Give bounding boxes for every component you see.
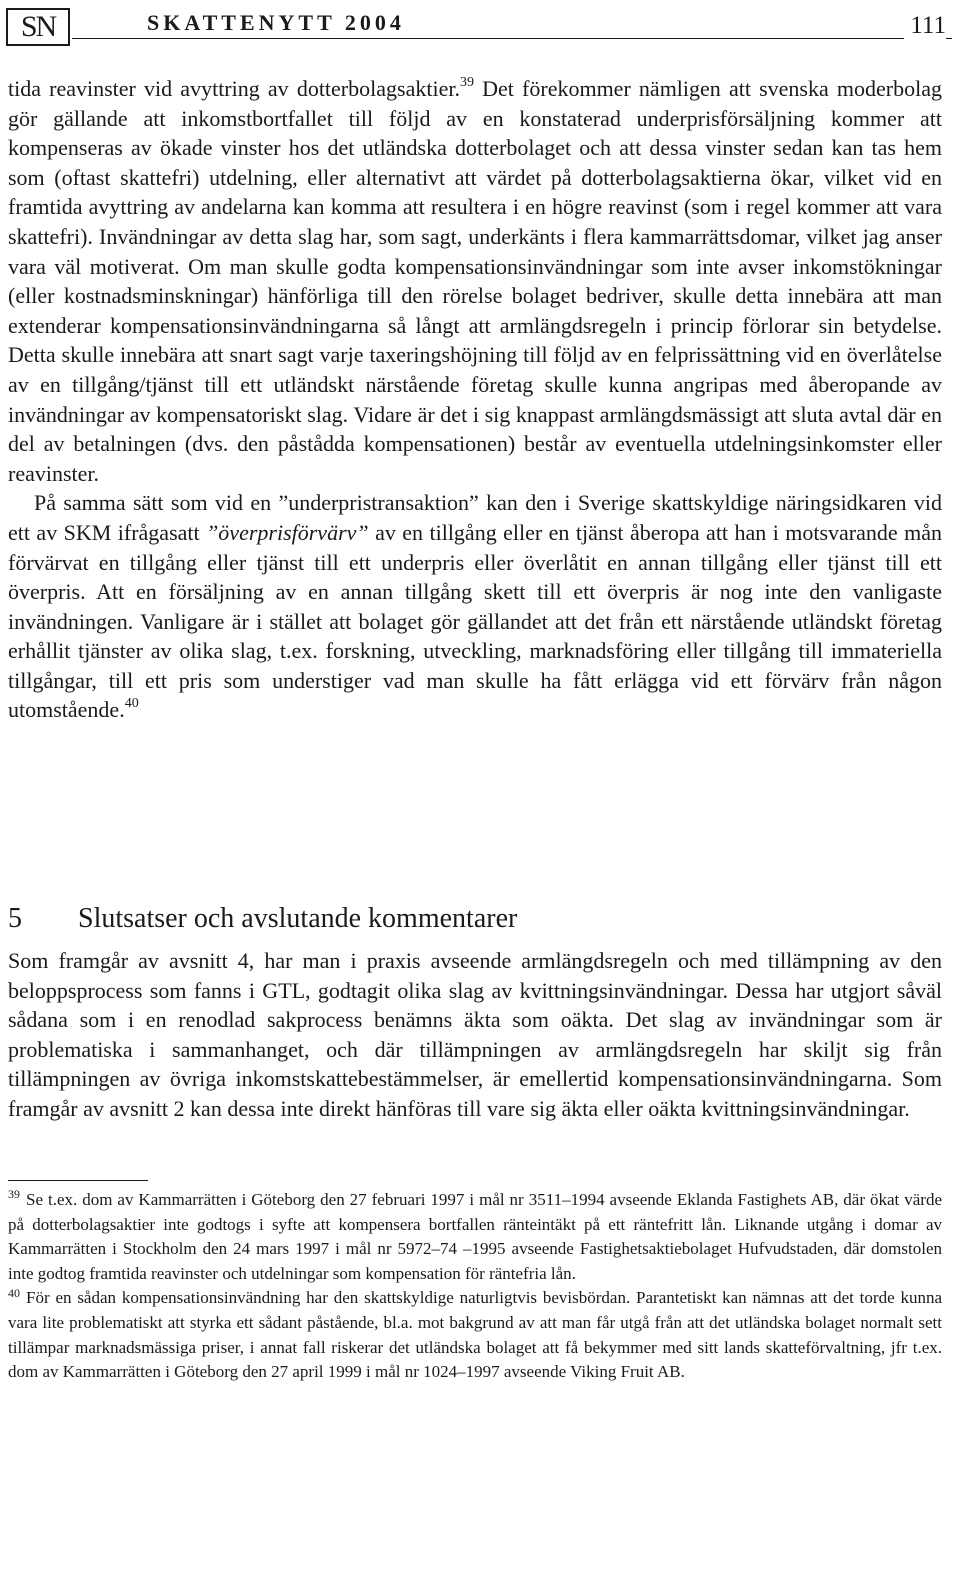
section-title: Slutsatser och avslutande kommentarer <box>78 903 518 934</box>
footnote-number: 40 <box>8 1285 20 1300</box>
page-number: 111 <box>904 12 946 40</box>
section-heading <box>8 903 517 935</box>
footnotes <box>8 1188 942 1385</box>
section-paragraph: Som framgår av avsnitt 4, har man i praxis avseende armlängdsregeln och med tillämpning av den beloppsprocess som fanns i GTL, godtagit olika slag av kvittningsinvändningar. Dessa har utgjort såväl sådana som i en renodlad sakprocess benämns äkta som oäkta. Det slag av invändningar som är problematiska i sammanhanget, och där tillämpningen av armlängdsregeln har skiljt sig från tillämpningen av övriga inkomstskattebestämmelser, är emellertid kompensationsinvändningarna. Som framgår av avsnitt 2 kan dessa inte direkt hänföras till vare sig äkta eller oäkta kvittningsinvändningar. <box>8 948 942 1121</box>
journal-title: SKATTENYTT 2004 <box>141 10 411 36</box>
header-rule <box>72 38 952 39</box>
footnote-ref-39[interactable]: 39 <box>459 74 474 90</box>
footnote-divider <box>8 1180 148 1181</box>
main-text <box>8 74 942 725</box>
section-text <box>8 946 942 1124</box>
footnote-number: 39 <box>8 1187 20 1202</box>
section-number: 5 <box>8 903 22 934</box>
footnote-ref-40[interactable]: 40 <box>124 696 139 712</box>
page-header <box>6 8 952 48</box>
emphasis-term: ”överprisförvärv” <box>206 519 369 545</box>
paragraph-1: tida reavinster vid avyttring av dotterbolagsaktier.$^{39}$ Det förekommer nämligen att svenska moderbolag gör gällande att inkomstbortfallet till följd av en konstaterad underprisförsäljning kommer att kompenseras av ökade vinster hos det utländska dotterbolaget och att dessa vinster sedan kan tas hem som (oftast skattefri) utdelning, eller alternativt att värdet på dotterbolagsaktierna ökar, vilket vid en framtida avyttring av andelarna kan komma att resultera i en högre reavinst (som i regel kommer att vara skattefri). Invändningar av detta slag har, som sagt, underkänts i flera kammarrättsdomar, vilket jag anser vara väl motiverat. Om man skulle godta kompensationsinvändningar som inte avser inkomstökningar (eller kostnadsminskningar) hänförliga till den rörelse bolaget bedriver, skulle detta innebära att man extenderar kompensationsinvändningarna så långt att armlängdsregeln i princip förlorar sin betydelse. Detta skulle innebära att snart sagt varje taxeringshöjning till följd av en felprissättning vid en överlåtelse av en tillgång/tjänst till ett utländskt närstående företag skulle kunna angripas med åberopande av invändningar av kompensatoriskt slag. Vidare är det i sig knappast armlängdsmässigt att sluta avtal där en del av betalningen (dvs. den påstådda kompensationen) består av eventuella utdelningsinkomster eller reavinster. <box>8 74 942 486</box>
journal-logo: SN <box>6 8 70 46</box>
footnote-40: $^{40}$ För en sådan kompensationsinvändning har den skattskyldige naturligtvis bevisbördan. Parantetiskt kan nämnas att det torde kunna vara lite problematiskt att styrka ett sådant påstående, bl.a. mot bakgrund av att man får utgå från att det utländska bolaget normalt sett tillämpar marknadsmässiga priser, i annat fall riskerar det utländska bolaget att få bekymmer med sitt lands skatteförvaltning, jfr t.ex. dom av Kammarrätten i Göteborg den 27 april 1999 i mål nr 1024–1997 avseende Viking Fruit AB. <box>8 1285 942 1382</box>
paragraph-2: På samma sätt som vid en ”underpristransaktion” kan den i Sverige skattskyldige näringsidkaren vid ett av SKM ifrågasatt ”överprisförvärv” av en tillgång eller en tjänst åberopa att han i motsvarande mån förvärvat en tillgång eller tjänst till ett underpris eller överlåtit en annan tillgång eller tjänst till ett överpris. Att en försäljning av en annan tillgång skett till ett överpris är nog inte den vanligaste invändningen. Vanligare är i stället att bolaget gör gällandet att det från ett närstående utländskt företag erhållit tjänster av olika slag, t.ex. forskning, utveckling, marknadsföring eller tillgång till immateriella tillgångar, till ett pris som understiger vad man skulle ha fått erlägga vid ett förvärv från någon utomstående.$^{40}$ <box>8 490 942 723</box>
footnote-39: $^{39}$ Se t.ex. dom av Kammarrätten i Göteborg den 27 februari 1997 i mål nr 3511–1994 avseende Eklanda Fastighets AB, där ökat värde på dotterbolagsaktier inte godtogs i syfte att kompensera bortfallen ränteintäkt på ett räntefritt lån. Liknande utgång i domar av Kammarrätten i Stockholm den 24 mars 1997 i mål nr 5972–74 –1995 avseende Fastighetsaktiebolaget Hufvudstaden, där domstolen inte godtog framtida reavinster och utdelningar som kompensation för räntefria lån. <box>8 1187 942 1283</box>
